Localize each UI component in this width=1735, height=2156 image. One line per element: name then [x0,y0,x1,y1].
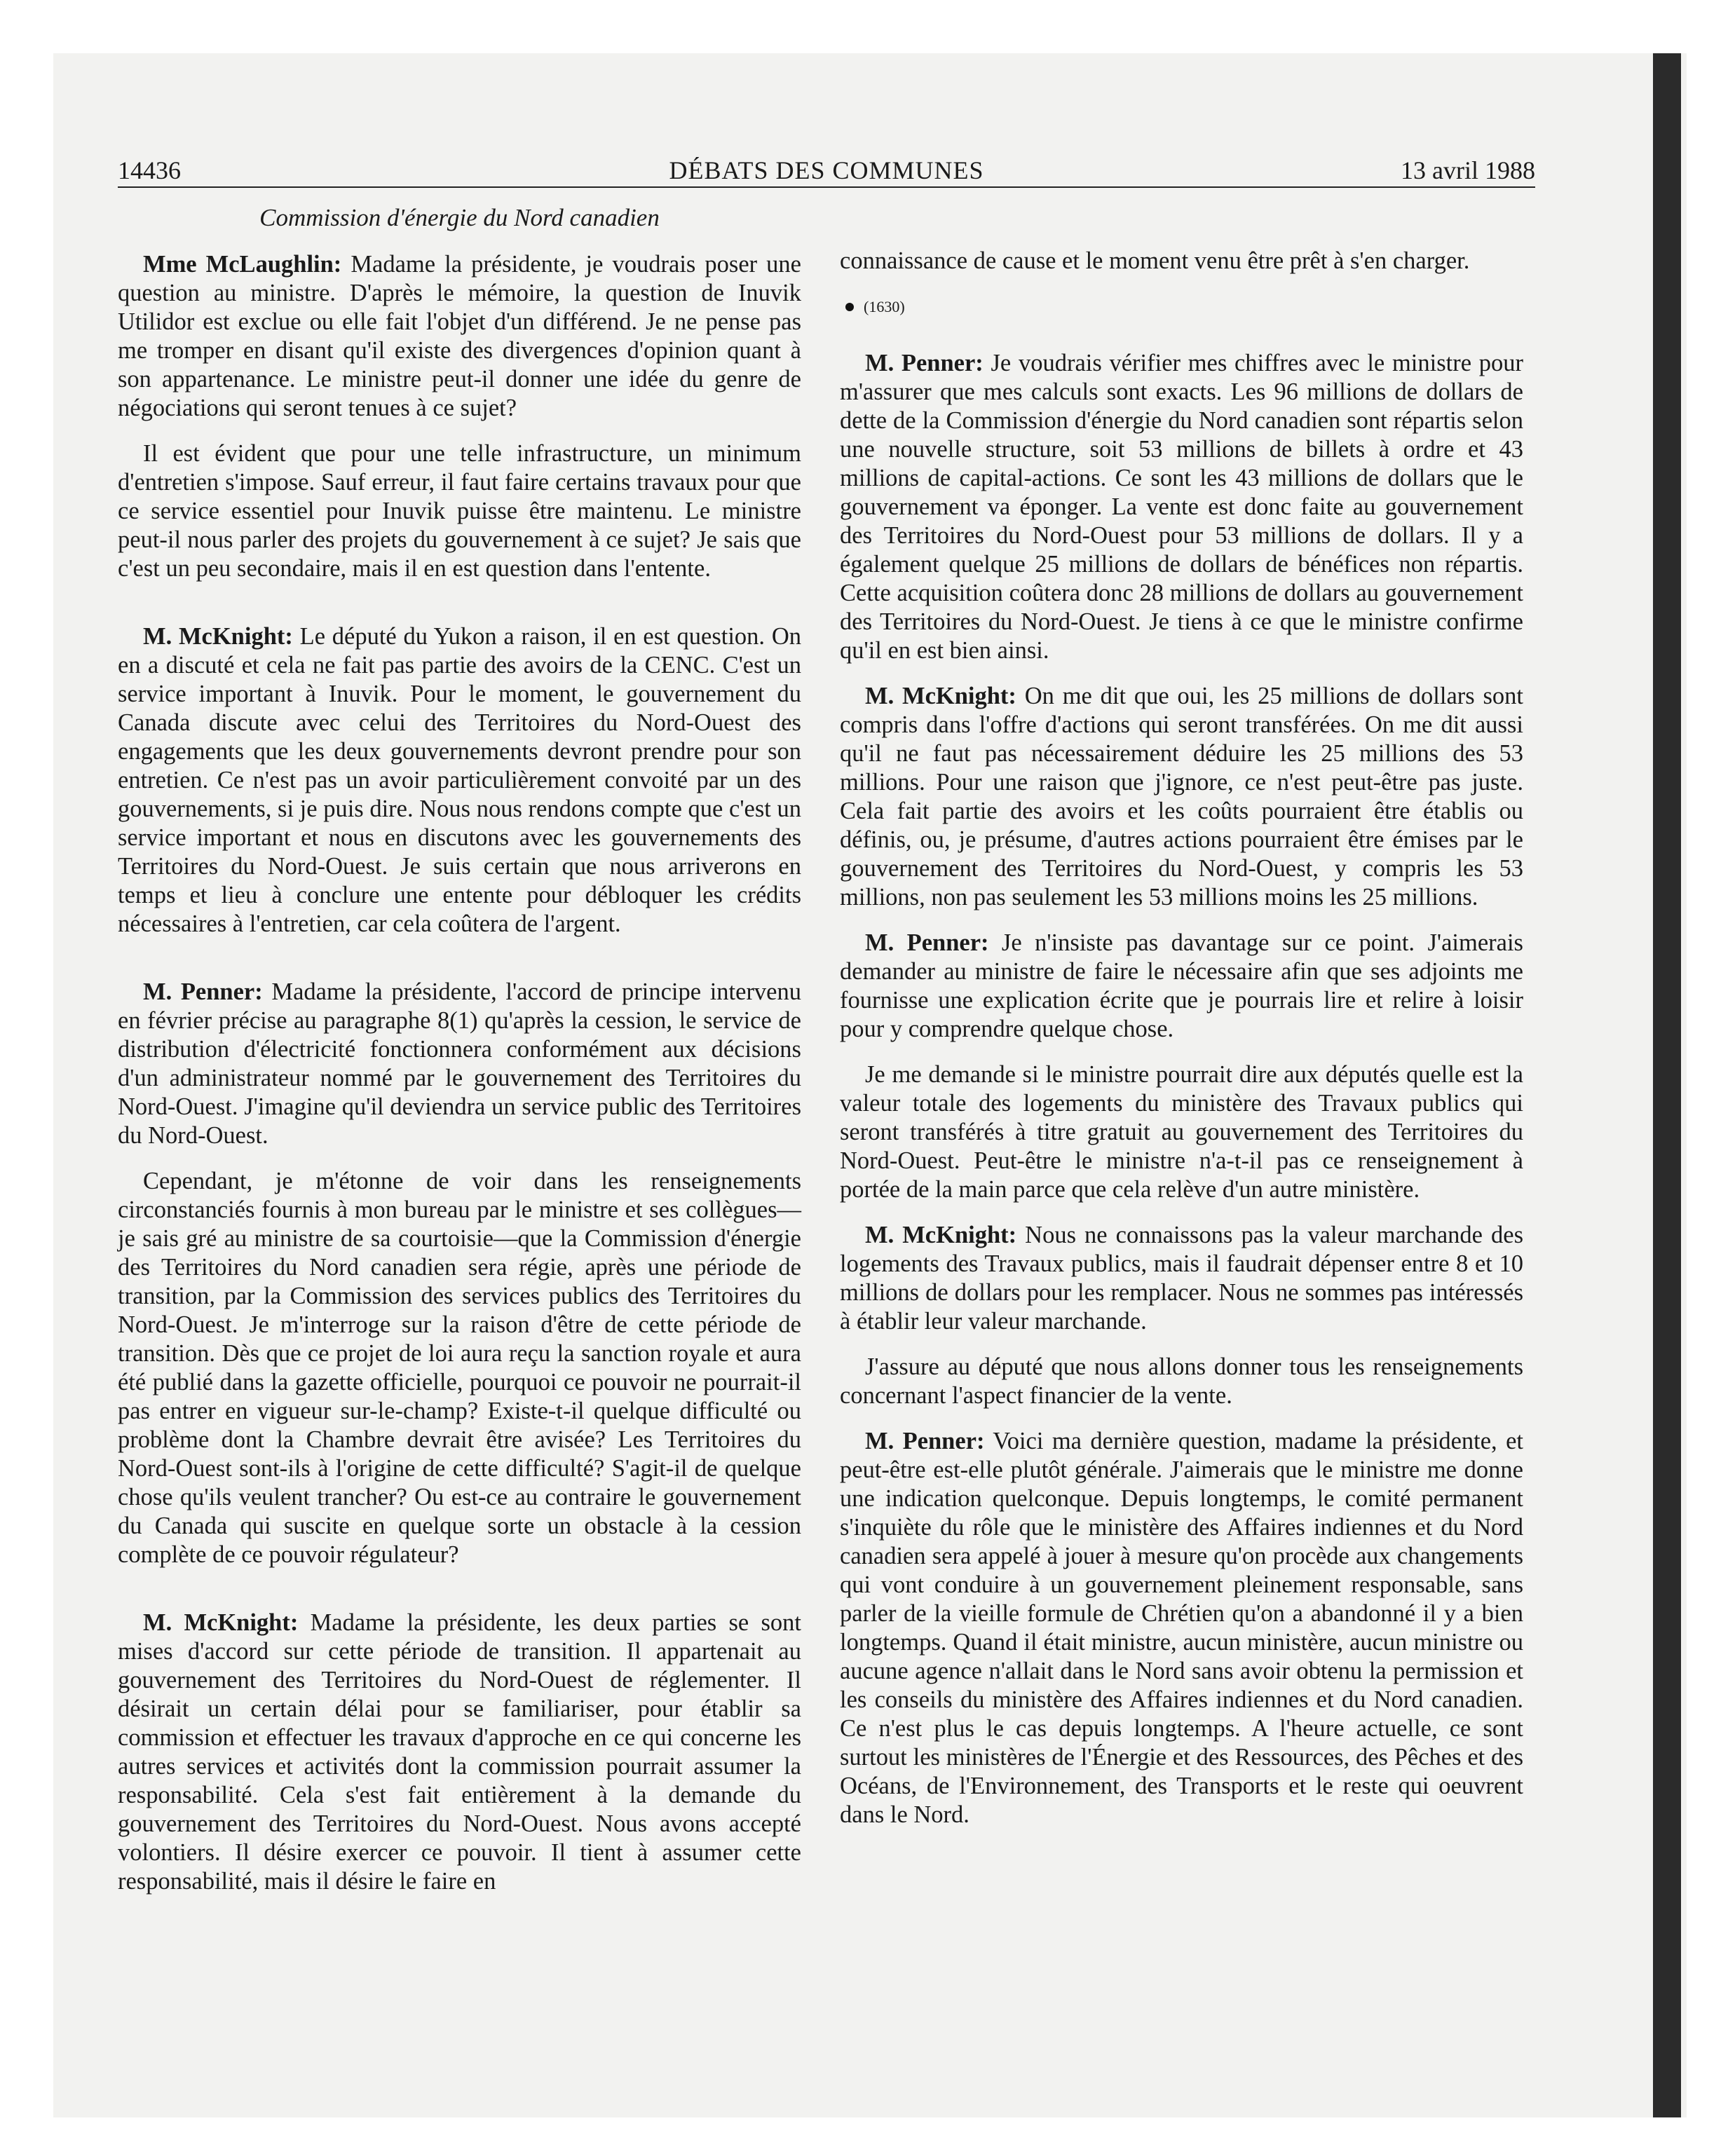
scan-edge-bar [1653,53,1681,2117]
paragraph [840,1427,1523,1829]
paragraph-text: Nous ne connaissons pas la valeur marchande des logements des Travaux publics, mais il faudrait dépenser entre 8 et 10 millions de dollars pour les remplacer. Nous ne sommes pas intéressés à établir leur valeur marchande. [840,1222,1524,1335]
paragraph-text: J'assure au député que nous allons donner tous les renseignements concernant l'aspect financier de la vente. [840,1353,1523,1409]
speaker-name: Mme McLaughlin: [143,251,342,278]
continued-paragraph: connaissance de cause et le moment venu être prêt à s'en charger. [840,247,1470,274]
paragraph [118,1167,801,1569]
paragraph [118,439,801,583]
speaker-name: M. Penner: [865,929,989,956]
time-marker [845,292,1523,321]
paragraph [118,978,801,1150]
paragraph-text: Il est évident que pour une telle infrastructure, un minimum d'entretien s'impose. Sauf erreur, il faut faire certains travaux pour que ce service essentiel pour Inuvik puisse être maintenu. Le ministre peut-il nous parler des projets du gouvernement à ce sujet? Je sais que c'est un peu secondaire, mais il en est question dans l'entente. [118,440,801,582]
paragraph [840,929,1523,1044]
left-column [118,203,801,1913]
speaker-name: M. McKnight: [143,623,293,650]
page-header [118,156,1535,188]
speaker-name: M. Penner: [143,978,263,1005]
paragraph [840,1353,1523,1410]
paragraph-text: Madame la présidente, je voudrais poser une question au ministre. D'après le mémoire, la question de Inuvik Utilidor est exclue ou elle fait l'objet d'un différend. Je ne pense pas me tromper en disant qu'il existe des divergences d'opinion quant à son appartenance. Le ministre peut-il donner une idée du genre de négociations qui seront tenues à ce sujet? [118,251,801,421]
paragraph-text: On me dit que oui, les 25 millions de dollars sont compris dans l'offre d'actions qui seront transférées. On me dit aussi qu'il ne faut pas nécessairement déduire les 25 millions des 53 millions. Pour une raison que j'ignore, ce n'est peut-être pas juste. Cela fait partie des avoirs et les coûts pourraient être établis ou définis, ou, je présume, d'autres actions pourraient être émises par le gouvernement des Territoires du Nord-Ouest, y compris les 53 millions, non pas seulement les 53 millions moins les 25 millions. [840,683,1523,910]
paragraph-text: Je n'insiste pas davantage sur ce point. J'aimerais demander au ministre de faire le nécessaire afin que ses adjoints me fournisse une explication écrite que je pourrais lire et relire à loisir pour y comprendre quelque chose. [840,929,1523,1042]
paragraph-text: Madame la présidente, les deux parties se sont mises d'accord sur cette période de transition. Il appartenait au gouvernement des Territoires du Nord-Ouest de réglementer. Il désirait un certain délai pour se familiariser, pour établir sa commission et effectuer les travaux d'approche en ce qui concerne les autres services et activités dont la commission pourrait assumer la responsabilité. Cela s'est fait entièrement à la demande du gouvernement des Territoires du Nord-Ouest. Nous avons accepté volontiers. Il désire exercer ce pouvoir. Il tient à assumer cette responsabilité, mais il désire le faire en [118,1609,801,1895]
paragraph-text: Je me demande si le ministre pourrait dire aux députés quelle est la valeur totale des logements du ministère des Travaux publics qui seront transférés à titre gratuit au gouvernement des Territoires du Nord-Ouest. Peut-être le ministre n'a-t-il pas ce renseignement à portée de la main parce que cela relève d'un autre ministère. [840,1061,1523,1203]
paragraph-text: Je voudrais vérifier mes chiffres avec le ministre pour m'assurer que mes calculs sont exacts. Les 96 millions de dollars de dette de la Commission d'énergie du Nord canadien sont répartis selon une nouvelle structure, soit 53 millions de billets à ordre et 43 millions de capital-actions. Ce sont les 43 millions de dollars que le gouvernement va éponger. La vente est donc faite au gouvernement des Territoires du Nord-Ouest pour 53 millions de dollars. Il y a également quelque 25 millions de dollars de bénéfices non répartis. Cette acquisition coûtera donc 28 millions de dollars au gouvernement des Territoires du Nord-Ouest. Je tiens à ce que le ministre confirme qu'il en est bien ainsi. [840,350,1523,664]
paragraph [840,682,1523,912]
publication-title: DÉBATS DES COMMUNES [669,156,984,184]
publication-date: 13 avril 1988 [1401,156,1535,184]
paragraph-text: Voici ma dernière question, madame la présidente, et peut-être est-elle plutôt générale. J'aimerais que le ministre me donne une indication quelconque. Depuis longtemps, le comité permanent s'inquiète du rôle que le ministère des Affaires indiennes et du Nord canadien sera appelé à jouer à mesure qu'on procède aux changements qui vont conduire à un gouvernement pleinement responsable, sans parler de la vieille formule de Chrétien qu'on a abandonné il y a bien longtemps. Quand il était ministre, aucun ministère, aucun ministre ou aucune agence n'allait dans le Nord sans avoir obtenu la permission et les conseils du ministère des Affaires indiennes et du Nord canadien. Ce n'est plus le cas depuis longtemps. A l'heure actuelle, ce sont surtout les ministères de l'Énergie et des Ressources, des Pêches et des Océans, de l'Environnement, des Transports et le reste qui oeuvrent dans le Nord. [840,1428,1523,1828]
bullet-icon [845,303,854,311]
right-column [840,247,1523,1846]
paragraph [118,622,801,939]
subject-heading: Commission d'énergie du Nord canadien [259,204,660,231]
paragraph [840,349,1523,665]
time-marker-text: (1630) [864,298,905,315]
speaker-name: M. Penner: [865,1428,985,1454]
paragraph-text: Madame la présidente, l'accord de principe intervenu en février précise au paragraphe 8(1) qu'après la cession, le service de distribution d'électricité fonctionnera conformément aux décisions d'un administrateur nommé par le gouvernement des Territoires du Nord-Ouest. J'imagine qu'il deviendra un service public des Territoires du Nord-Ouest. [118,978,801,1149]
speaker-name: M. McKnight: [865,1222,1017,1248]
speaker-name: M. McKnight: [865,683,1016,709]
paragraph-text: Cependant, je m'étonne de voir dans les renseignements circonstanciés fournis à mon bureau par le ministre et ses collègues—je sais gré au ministre de sa courtoisie—que la Commission d'énergie des Territoires du Nord canadien sera régie, après une période de transition, par la Commission des services publics des Territoires du Nord-Ouest. Je m'interroge sur la raison d'être de cette période de transition. Dès que ce projet de loi aura reçu la sanction royale et aura été publié dans la gazette officielle, pourquoi ce pouvoir ne pourrait-il pas entrer en vigueur sur-le-champ? Existe-t-il quelque difficulté ou problème dont la Chambre devrait être avisée? Les Territoires du Nord-Ouest sont-ils à l'origine de cette difficulté? S'agit-il de quelque chose qu'ils veulent trancher? Ou est-ce au contraire le gouvernement du Canada qui suscite en quelque sorte un obstacle à la cession complète de ce pouvoir régulateur? [118,1168,801,1568]
paragraph-text: Le député du Yukon a raison, il en est question. On en a discuté et cela ne fait pas partie des avoirs de la CENC. C'est un service important à Inuvik. Pour le moment, le gouvernement du Canada discute avec celui des Territoires du Nord-Ouest des engagements que les deux gouvernements devront prendre pour son entretien. Ce n'est pas un avoir particulièrement convoité par un des gouvernements, si je puis dire. Nous nous rendons compte que c'est un service important et nous en discutons avec les gouvernements des Territoires du Nord-Ouest. Je suis certain que nous arriverons en temps et lieu à conclure une entente pour débloquer les crédits nécessaires à l'entretien, car cela coûtera de l'argent. [118,623,801,937]
paragraph [840,1221,1523,1336]
speaker-name: M. McKnight: [143,1609,299,1636]
paragraph [840,1060,1523,1204]
speaker-name: M. Penner: [865,350,984,376]
paragraph [118,1609,801,1896]
paragraph [118,250,801,423]
page-number: 14436 [118,156,181,184]
